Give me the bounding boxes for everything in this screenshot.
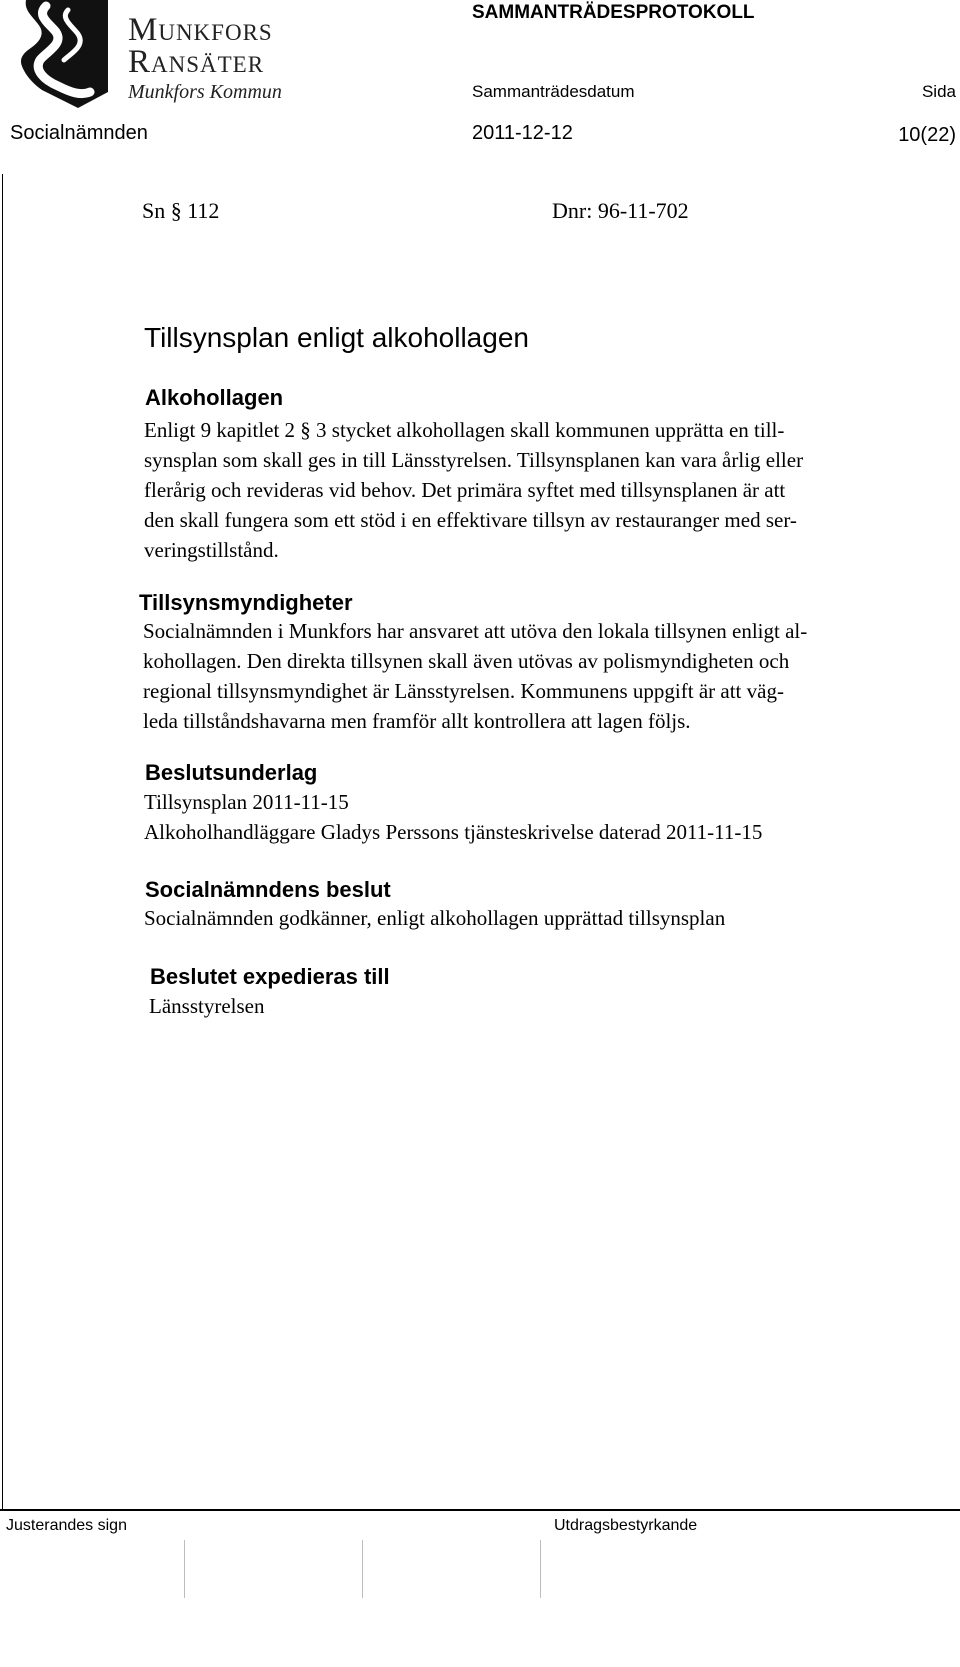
- page-label: Sida: [921, 82, 956, 101]
- document-type: SAMMANTRÄDESPROTOKOLL: [472, 2, 755, 23]
- text-line: synsplan som skall ges in till Länsstyrelsen. Tillsynsplanen kan vara årlig eller: [144, 448, 804, 472]
- section-heading: Beslutsunderlag: [145, 760, 318, 785]
- signature-label: Justerandes sign: [6, 1517, 127, 1534]
- footer-divider: [0, 1509, 960, 1511]
- signature-box-divider: [184, 1540, 185, 1598]
- signature-box-divider: [362, 1540, 363, 1598]
- text-line: kohollagen. Den direkta tillsynen skall även utövas av polismyndigheten och: [143, 649, 790, 673]
- logo-line-2: Ransäter: [128, 44, 265, 80]
- municipality-wordmark: [128, 4, 318, 104]
- section-heading: Alkohollagen: [145, 385, 284, 410]
- signature-box-divider: [540, 1540, 541, 1598]
- text-line: veringstillstånd.: [144, 538, 279, 562]
- section-heading: Socialnämndens beslut: [145, 877, 391, 902]
- case-number: Sn § 112: [142, 198, 220, 223]
- text-line: flerårig och revideras vid behov. Det primära syftet med tillsynsplanen är att: [144, 478, 786, 502]
- page-number: 10(22): [898, 124, 956, 146]
- text-line: Alkoholhandläggare Gladys Perssons tjänsteskrivelse daterad 2011-11-15: [144, 820, 763, 844]
- meeting-date: 2011-12-12: [472, 122, 573, 144]
- text-line: den skall fungera som ett stöd i en effektivare tillsyn av restauranger med ser-: [144, 508, 797, 532]
- diary-number: Dnr: 96-11-702: [552, 198, 689, 223]
- left-margin-line: [2, 174, 3, 1510]
- section-heading: Tillsynsmyndigheter: [139, 590, 353, 615]
- logo-line-1: Munkfors: [128, 12, 273, 48]
- page-title: Tillsynsplan enligt alkohollagen: [144, 322, 529, 353]
- text-line: Länsstyrelsen: [149, 994, 265, 1018]
- text-line: leda tillståndshavarna men framför allt kontrollera att lagen följs.: [143, 709, 691, 733]
- text-line: regional tillsynsmyndighet är Länsstyrelsen. Kommunens uppgift är att väg-: [143, 679, 784, 703]
- logo-line-3: Munkfors Kommun: [128, 81, 282, 103]
- text-line: Socialnämnden i Munkfors har ansvaret att utöva den lokala tillsynen enligt al-: [143, 619, 808, 643]
- section-body: [143, 616, 943, 736]
- section-body: [144, 415, 944, 565]
- text-line: Socialnämnden godkänner, enligt alkohollagen upprättad tillsynsplan: [144, 906, 726, 930]
- meeting-date-label: Sammanträdesdatum: [472, 82, 635, 101]
- extract-certification-label: Utdragsbestyrkande: [554, 1517, 698, 1534]
- committee-name: Socialnämnden: [10, 122, 148, 144]
- text-line: Tillsynsplan 2011-11-15: [144, 790, 349, 814]
- text-line: Enligt 9 kapitlet 2 § 3 stycket alkohollagen skall kommunen upprätta en till-: [144, 418, 785, 442]
- municipality-logo-icon: [6, 0, 108, 108]
- section-heading: Beslutet expedieras till: [150, 964, 390, 989]
